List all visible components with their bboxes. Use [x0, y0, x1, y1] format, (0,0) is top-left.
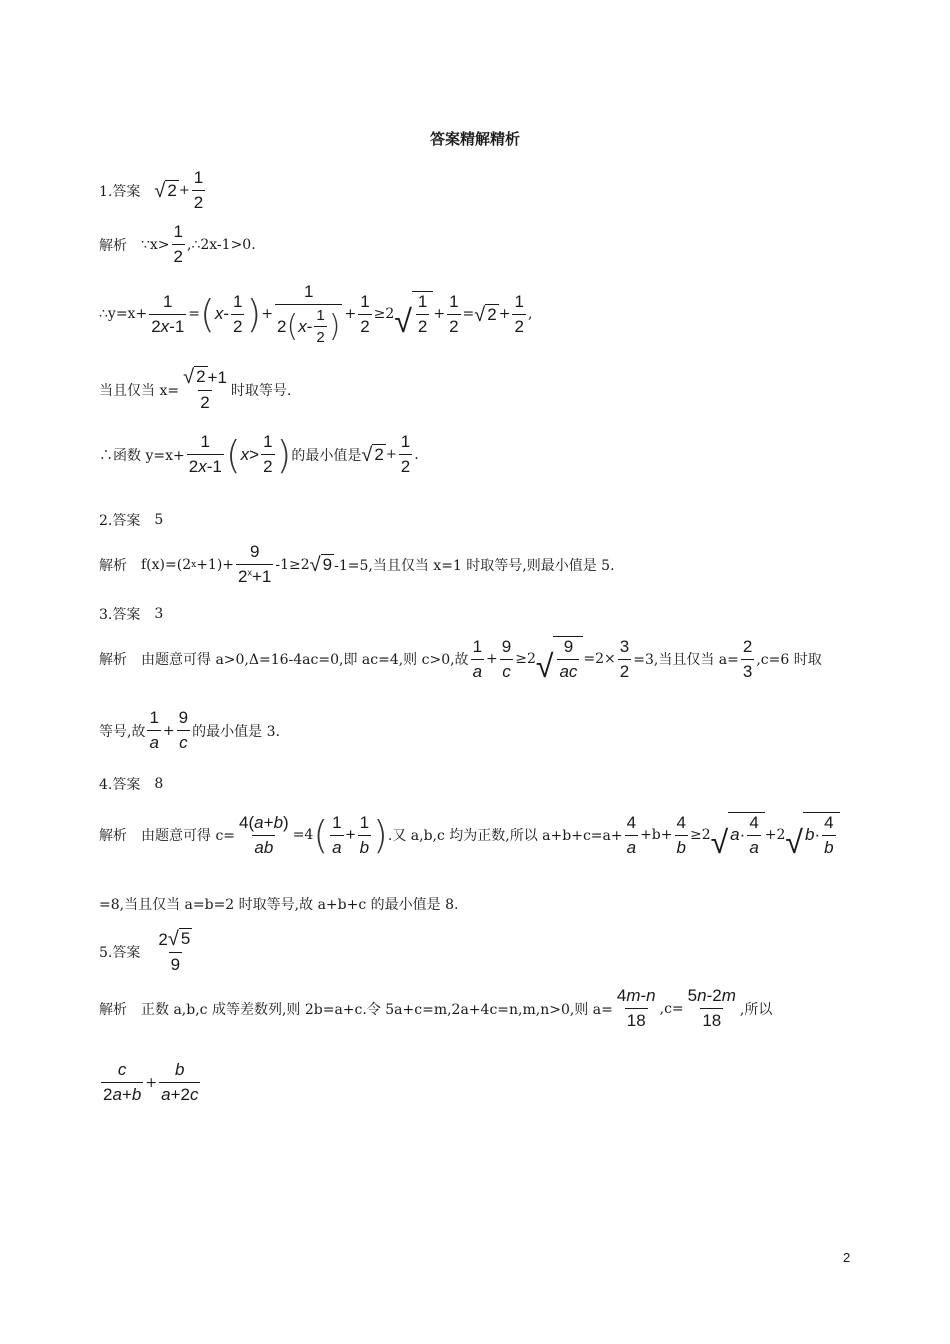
- q1-analysis-step3: 当且仅当 x= √ 2 +1 2 时取等号.: [99, 366, 292, 412]
- q2-analysis: 解析 f(x)=(2 x +1)+ $\frac{9}{2^x+1}$ -1≥2 √ 9 -1=5,当且仅当 x=1 时取等号,则最小值是 5.: [99, 542, 615, 586]
- q3-analysis-line2: 等号,故 1 a + 9 c 的最小值是 3.: [99, 708, 280, 752]
- q3-analysis-line1: 解析 由题意可得 a>0,Δ=16-4ac=0,即 ac=4,则 c>0,故 1 a + 9 c ≥2 √ $\frac{9}{ac}$ =2× $\frac{3}{2}$ =3,当且仅当 a= $\frac{2}{3}$ ,c=6 时取: [99, 636, 822, 684]
- analysis-label: 解析: [99, 237, 127, 254]
- q5-analysis-line2: c 2a+b + b a+2c: [103, 1060, 199, 1104]
- q4-analysis-line1: 解析 由题意可得 c= $\frac{4(a+b)}{ab}$ =4 ( 1 a + $\frac{1}{b}$ ) .又 a,b,c 均为正数,所以 a+b+c=a+ $\frac{4}{a}$ +b+ $\frac{4}{b}$ ≥2 √ a· $\frac{4}{a}$ +2 √ b· $\frac{4}{b}$: [99, 812, 840, 858]
- answer-label: 1.答案: [99, 183, 141, 200]
- q1-answer-line: 1.答案 √ 2 + $\frac{1}{2}$: [99, 168, 204, 212]
- q4-analysis-line2: =8,当且仅当 a=b=2 时取等号,故 a+b+c 的最小值是 8.: [99, 897, 459, 913]
- q1-analysis-step4: ∴函数 y=x+ $\frac{1}{2x-1}$ ( x > 1 2 ) 的最小值是 √ 2 + $\frac{1}{2}$ .: [99, 432, 419, 477]
- q4-answer-line: 4.答案 8: [99, 776, 164, 793]
- q3-answer-line: 3.答案 3: [99, 606, 164, 623]
- page-title: 答案精解精析: [429, 130, 520, 148]
- page-number: 2: [843, 1250, 851, 1265]
- q2-answer-line: 2.答案 5: [99, 512, 164, 529]
- q5-analysis-line1: 解析 正数 a,b,c 成等差数列,则 2b=a+c.令 5a+c=m,2a+4c=n,m,n>0,则 a= $\frac{4m-n}{18}$ ,c= $\frac{5n-2m}{18}$ ,所以: [99, 986, 773, 1030]
- q5-answer-line: 5.答案 2 √ 5 9: [99, 928, 191, 974]
- q1-analysis-step2: ∴y=x+ $\frac{1}{2x-1}$ = ( x - 1 2 ) + 1 2 ( x - 1 2 ) + 1 2 ≥2 √ $\frac{1}{2}$ + 1 2 = √ 2 + 1 2 ,: [99, 282, 533, 346]
- q1-analysis-step1: 解析 ∵x> 1 2 ,∴2x-1>0.: [99, 222, 256, 266]
